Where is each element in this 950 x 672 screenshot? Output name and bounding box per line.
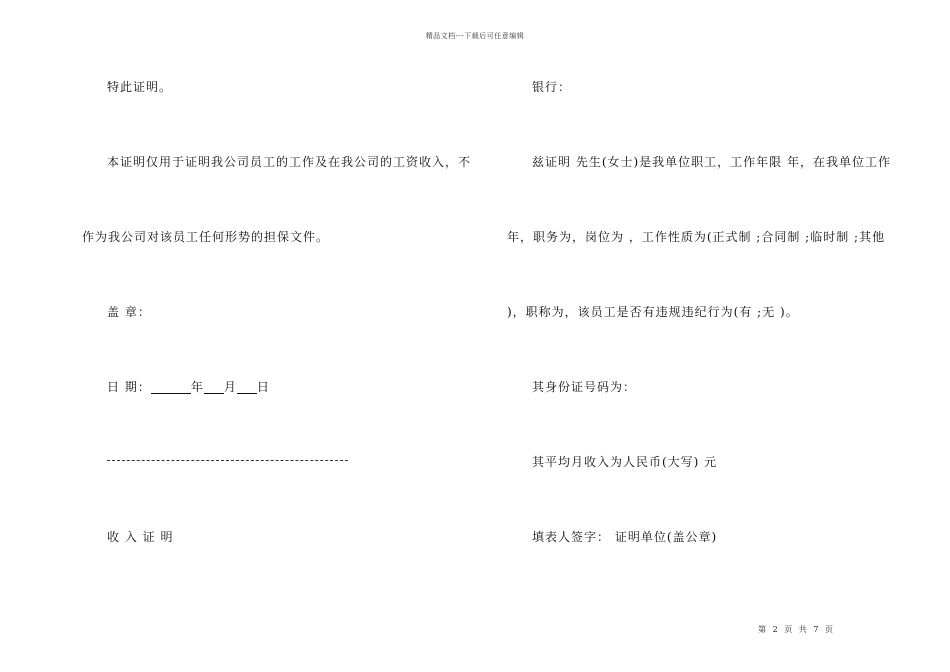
certify-text-line2: 年，职务为，岗位为 ，工作性质为(正式制 ;合同制 ;临时制 ;其他	[507, 230, 886, 244]
certify-text-line1: 兹证明 先生(女士)是我单位职工，工作年限 年，在我单位工作	[532, 155, 891, 169]
page-number: 第 2 页 共 7 页	[758, 625, 835, 634]
id-number-label: 其身份证号码为：	[532, 380, 637, 394]
year-label: 年	[190, 380, 204, 394]
month-blank	[204, 381, 224, 394]
income-title: 收 入 证 明	[107, 530, 174, 544]
day-blank	[237, 381, 257, 394]
purpose-text-line1: 本证明仅用于证明我公司员工的工作及在我公司的工资收入，不	[107, 155, 472, 169]
certify-text-line3: )，职称为，该员工是否有违规违纪行为(有 ;无 )。	[507, 305, 799, 319]
closing-text: 特此证明。	[107, 80, 173, 94]
seal-label: 盖 章：	[107, 305, 151, 319]
page-header: 精品文档---下载后可任意编辑	[425, 32, 525, 40]
monthly-income-label: 其平均月收入为人民币(大写) 元	[532, 455, 718, 469]
date-line	[107, 380, 270, 394]
month-label: 月	[223, 380, 237, 394]
date-label: 日 期：	[107, 380, 151, 394]
separator-line	[107, 460, 348, 461]
signature-label: 填表人签字： 证明单位(盖公章)	[532, 530, 718, 544]
bank-label: 银行：	[532, 80, 572, 94]
day-label: 日	[256, 380, 270, 394]
year-blank	[151, 381, 191, 394]
purpose-text-line2: 作为我公司对该员工任何形势的担保文件。	[82, 230, 330, 244]
